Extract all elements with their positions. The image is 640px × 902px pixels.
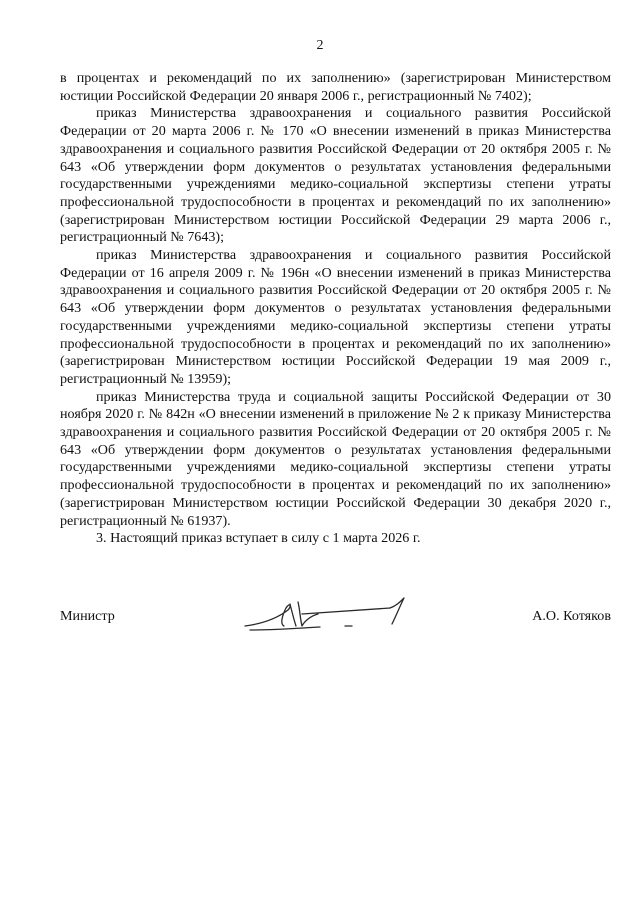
signature-stroke — [302, 608, 390, 614]
paragraph-order-170: приказ Министерства здравоохранения и социального развития Российской Федерации от 20 марта 2006 г. № 170 «О внесении изменений в приказ Министерства здравоохранения и социального развития Российской Федерации от 20 октября 2005 г. № 643 «Об утверждении форм документов о результатах установления федеральными государственными учреждениями медико-социальной экспертизы степени утраты профессиональной трудоспособности в процентах и рекомендаций по их заполнению» (зарегистрирован Министерством юстиции Российской Федерации 29 марта 2006 г., регистрационный № 7643); — [60, 105, 611, 246]
signature-block — [60, 596, 611, 636]
paragraph-continuation: в процентах и рекомендаций по их заполнению» (зарегистрирован Министерством юстиции Российской Федерации 20 января 2006 г., регистрационный № 7402); — [60, 70, 611, 104]
signature-stroke — [250, 627, 320, 630]
paragraph-order-842n: приказ Министерства труда и социальной защиты Российской Федерации от 30 ноября 2020 г. № 842н «О внесении изменений в приложение № 2 к приказу Министерства здравоохранения и социального развития Российской Федерации от 20 октября 2005 г. № 643 «Об утверждении форм документов о результатах установления федеральными государственными учреждениями медико-социальной экспертизы степени утраты профессиональной трудоспособности в процентах и рекомендаций по их заполнению» (зарегистрирован Министерством юстиции Российской Федерации 30 декабря 2020 г., регистрационный № 61937). — [60, 388, 611, 529]
handwritten-signature — [240, 596, 420, 636]
signature-stroke — [245, 605, 290, 626]
signatory-title: Министр — [60, 608, 115, 624]
paragraph-order-196n: приказ Министерства здравоохранения и социального развития Российской Федерации от 16 апреля 2009 г. № 196н «О внесении изменений в приказ Министерства здравоохранения и социального развития Российской Федерации от 20 октября 2005 г. № 643 «Об утверждении форм документов о результатах установления федеральными государственными учреждениями медико-социальной экспертизы степени утраты профессиональной трудоспособности в процентах и рекомендаций по их заполнению» (зарегистрирован Министерством юстиции Российской Федерации 19 мая 2009 г., регистрационный № 13959); — [60, 247, 611, 387]
signature-stroke — [390, 598, 404, 624]
paragraph-effective-date: 3. Настоящий приказ вступает в силу с 1 марта 2026 г. — [96, 530, 421, 547]
document-body — [60, 70, 611, 548]
signatory-name: А.О. Котяков — [532, 608, 611, 624]
page-number: 2 — [316, 38, 324, 53]
signature-stroke — [290, 604, 296, 626]
